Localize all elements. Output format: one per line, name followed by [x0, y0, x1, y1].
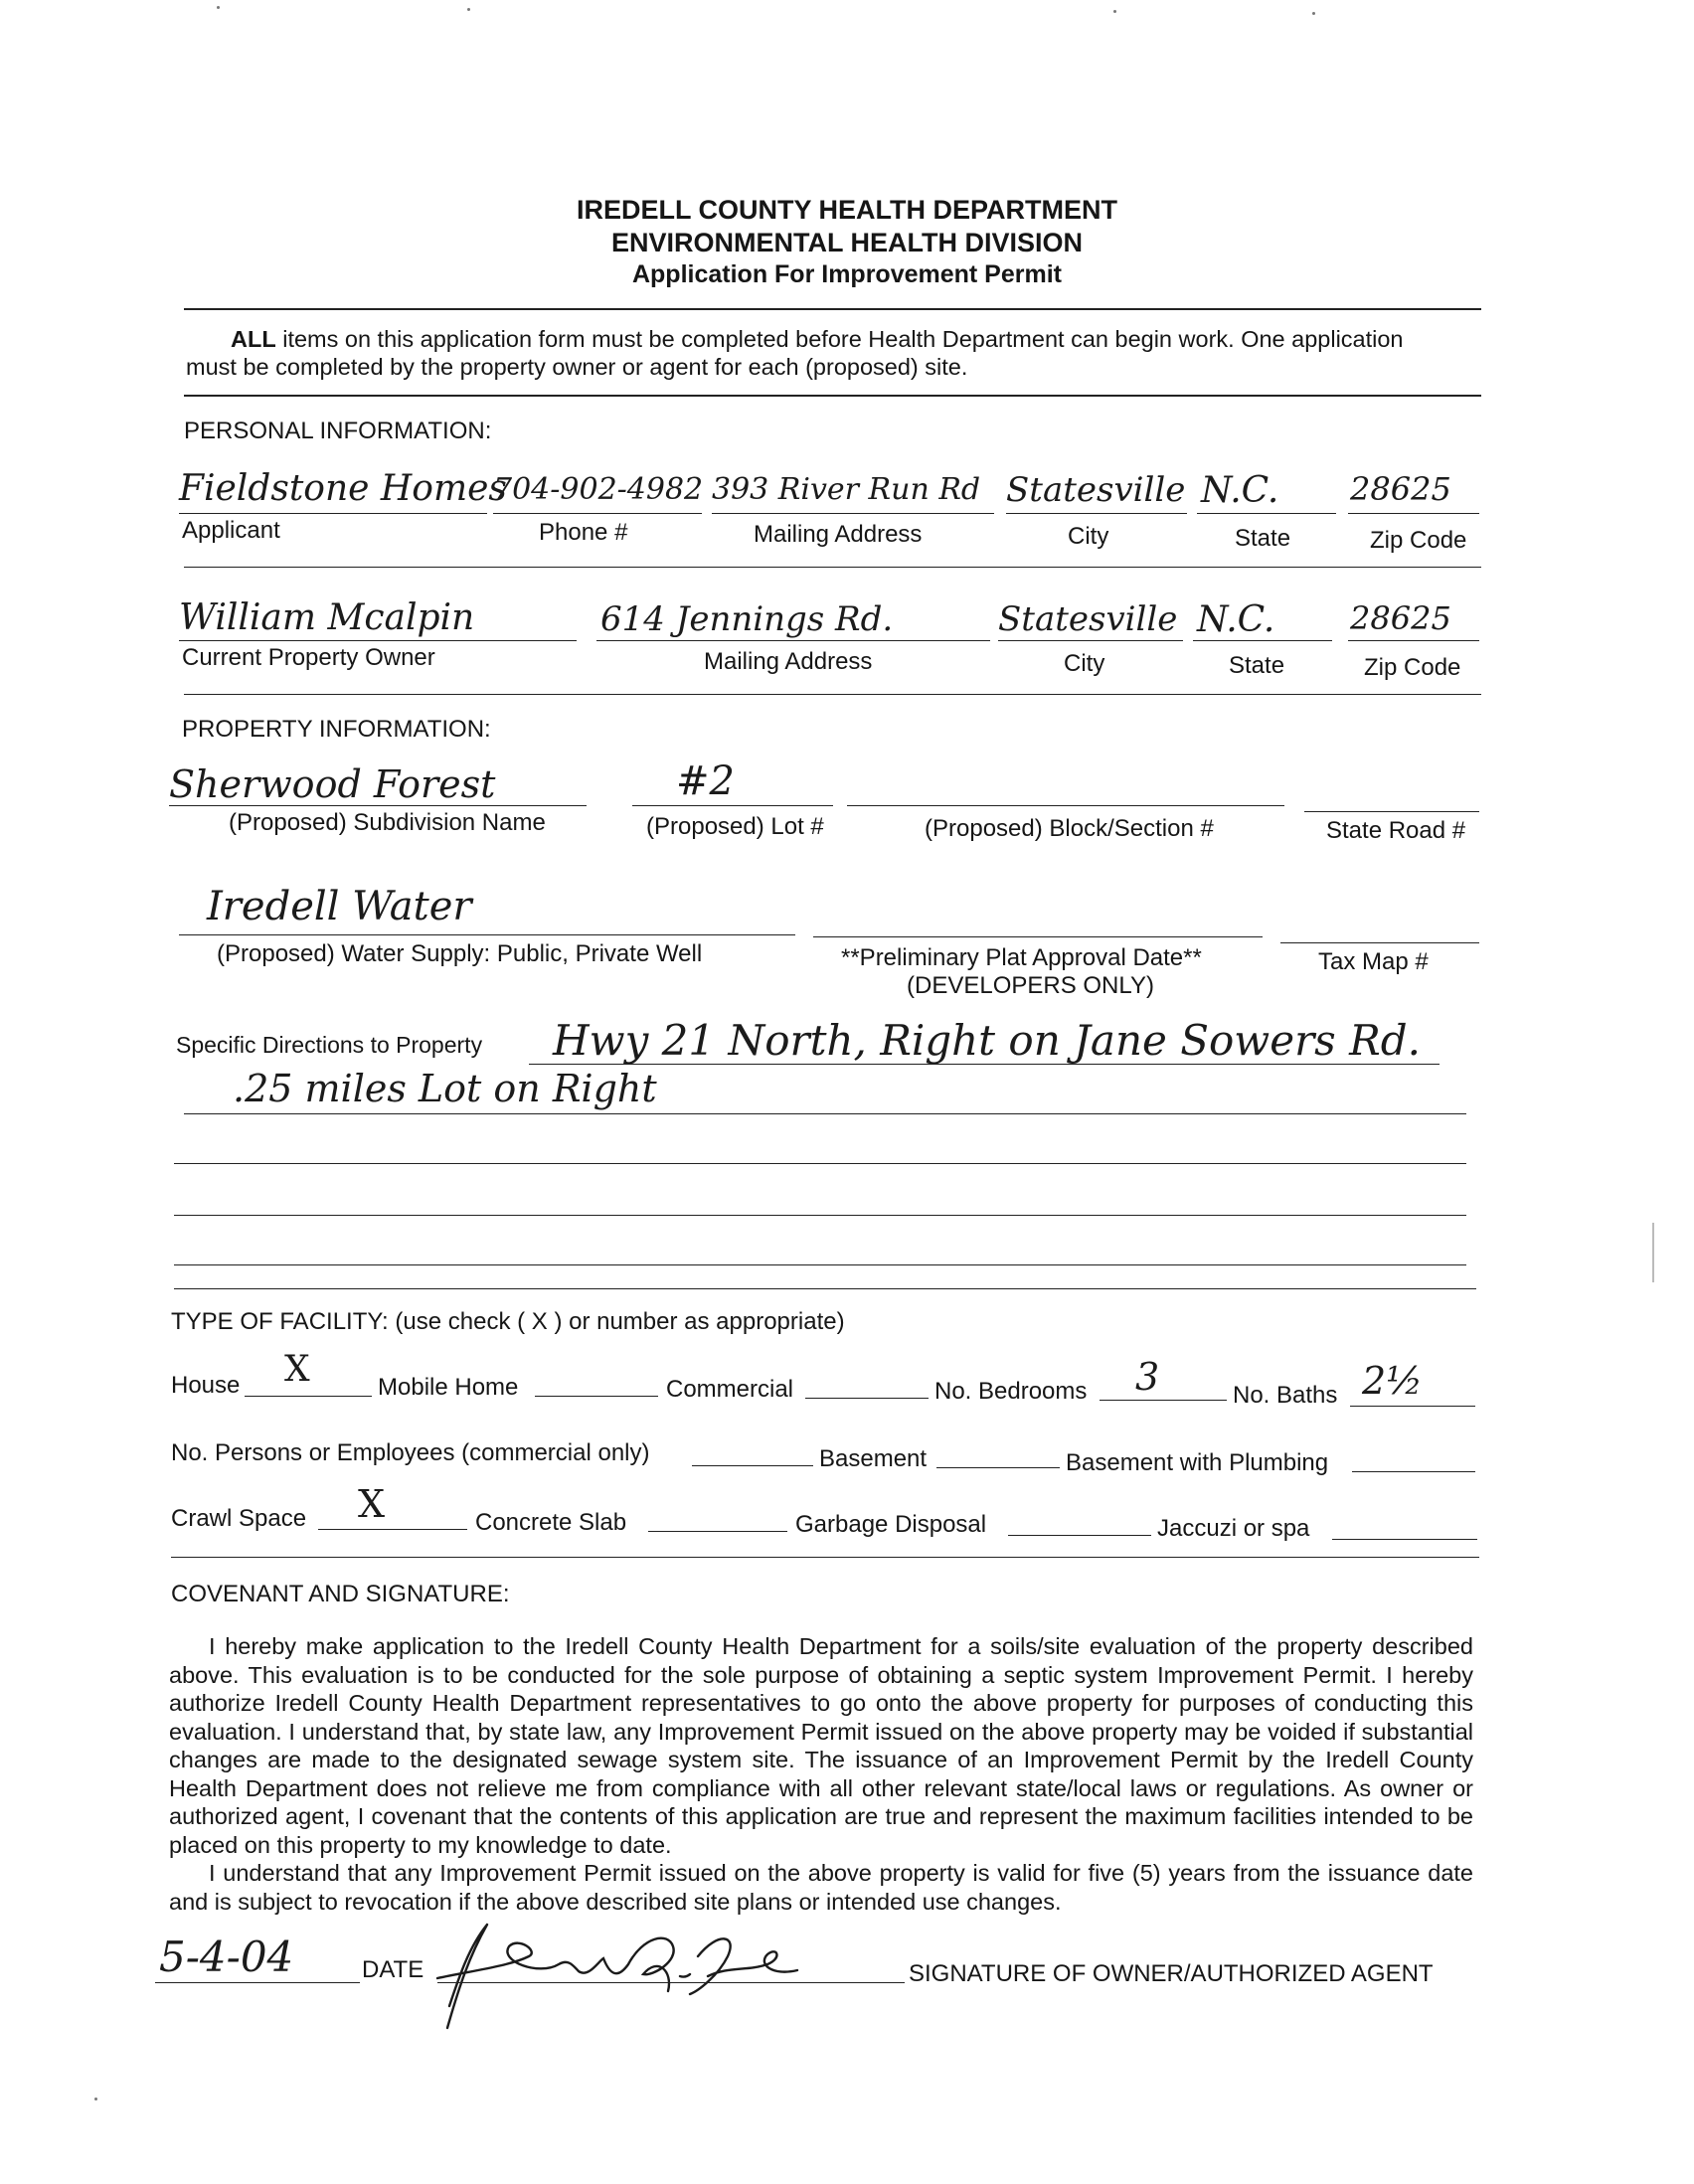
bedrooms-label: No. Bedrooms	[934, 1378, 1088, 1405]
water-line	[179, 934, 795, 935]
owner-label: Current Property Owner	[182, 644, 435, 671]
date-line	[155, 1982, 360, 1983]
phone-label: Phone #	[539, 519, 628, 546]
road-line	[1304, 811, 1479, 812]
mobile-line	[535, 1396, 658, 1397]
block-label: (Proposed) Block/Section #	[925, 815, 1214, 842]
signature-label: SIGNATURE OF OWNER/AUTHORIZED AGENT	[909, 1960, 1434, 1987]
commercial-label: Commercial	[666, 1376, 794, 1403]
basement-plumbing-label: Basement with Plumbing	[1066, 1449, 1329, 1476]
signature-graphic	[429, 1917, 807, 2036]
personal-divider	[184, 567, 1481, 568]
basement-label: Basement	[819, 1445, 928, 1472]
applicant-line	[179, 513, 487, 514]
persons-label: No. Persons or Employees (commercial only)	[171, 1439, 650, 1466]
plat-line	[813, 936, 1263, 937]
house-line	[245, 1396, 372, 1397]
facility-heading: TYPE OF FACILITY: (use check ( X ) or number as appropriate)	[171, 1308, 845, 1335]
block-line	[847, 805, 1284, 806]
owner-zip-value: 28625	[1350, 599, 1451, 637]
intro-bottom-rule	[184, 395, 1481, 397]
personal-heading: PERSONAL INFORMATION:	[184, 418, 492, 444]
city-line	[1006, 513, 1187, 514]
intro-line-2: must be completed by the property owner or agent for each (proposed) site.	[186, 354, 968, 380]
property-heading: PROPERTY INFORMATION:	[182, 716, 491, 743]
lot-value: #2	[676, 758, 735, 804]
zip-label: Zip Code	[1370, 527, 1467, 554]
intro-line-1	[231, 326, 1404, 353]
directions-line-2	[184, 1113, 1466, 1114]
house-value: X	[284, 1349, 310, 1390]
city-label: City	[1068, 523, 1109, 550]
bedrooms-line	[1100, 1400, 1227, 1401]
directions-label: Specific Directions to Property	[176, 1032, 483, 1058]
header-line-1: IREDELL COUNTY HEALTH DEPARTMENT	[576, 195, 1117, 225]
intro-top-rule	[184, 308, 1481, 310]
house-label: House	[171, 1372, 241, 1399]
basement-line	[936, 1467, 1060, 1468]
intro-rest-1: items on this application form must be completed before Health Department can begin work. One application	[275, 326, 1404, 352]
directions-value-1: Hwy 21 North, Right on Jane Sowers Rd.	[553, 1016, 1421, 1065]
applicant-zip-value: 28625	[1350, 470, 1451, 508]
applicant-name-value: Fieldstone Homes	[179, 468, 507, 509]
date-value: 5-4-04	[159, 1932, 294, 1981]
subdivision-label: (Proposed) Subdivision Name	[229, 809, 546, 836]
owner-address-value: 614 Jennings Rd.	[600, 599, 894, 639]
developers-label: (DEVELOPERS ONLY)	[907, 972, 1154, 999]
mailing-label: Mailing Address	[754, 521, 923, 548]
owner-mailing-label: Mailing Address	[704, 648, 873, 675]
header-line-2: ENVIRONMENTAL HEALTH DIVISION	[610, 228, 1084, 257]
scan-speck	[467, 8, 470, 11]
crawl-line	[318, 1529, 467, 1530]
directions-line-3	[174, 1163, 1466, 1164]
owner-line	[179, 640, 577, 641]
commercial-line	[805, 1398, 929, 1399]
mailing-line	[712, 513, 994, 514]
baths-label: No. Baths	[1233, 1382, 1338, 1409]
owner-zip-label: Zip Code	[1364, 654, 1461, 681]
directions-line-5	[174, 1264, 1466, 1265]
signature-line	[437, 1982, 905, 1983]
intro-bold: ALL	[231, 326, 276, 352]
owner-state-label: State	[1229, 652, 1285, 679]
phone-line	[493, 513, 702, 514]
scan-speck	[94, 2098, 97, 2100]
taxmap-label: Tax Map #	[1318, 948, 1429, 975]
plat-label: **Preliminary Plat Approval Date**	[841, 944, 1202, 971]
jacuzzi-line	[1332, 1539, 1477, 1540]
scan-speck	[1113, 10, 1116, 13]
zip-line	[1348, 513, 1479, 514]
bedrooms-value: 3	[1135, 1355, 1160, 1399]
owner-divider	[184, 694, 1481, 695]
garbage-line	[1008, 1535, 1151, 1536]
directions-line-6	[174, 1288, 1476, 1289]
slab-label: Concrete Slab	[475, 1509, 627, 1536]
lot-line	[632, 805, 833, 806]
applicant-state-value: N.C.	[1201, 470, 1279, 511]
water-label: (Proposed) Water Supply: Public, Private Well	[217, 940, 703, 967]
crawl-label: Crawl Space	[171, 1505, 307, 1532]
applicant-city-value: Statesville	[1006, 470, 1186, 510]
covenant-paragraph-1: I hereby make application to the Iredell County Health Department for a soils/site evaluation of the property described above. This evaluation is to be conducted for the sole purpose of obtaining a septic system Improvement Permit. I hereby authorize Iredell County Health Department representatives to go onto the above property for purposes of conducting this evaluation. I understand that, by state law, any Improvement Permit issued on the above property may be voided if substantial changes are made to the designated sewage system site. The issuance of an Improvement Permit by the Iredell County Health Department does not relieve me from compliance with all other relevant state/local laws or regulations. As owner or authorized agent, I covenant that the contents of this application are true and represent the maximum facilities intended to be placed on this property to my knowledge to date.	[169, 1633, 1473, 1858]
applicant-address-value: 393 River Run Rd	[712, 472, 981, 507]
baths-line	[1350, 1406, 1475, 1407]
state-label: State	[1235, 525, 1291, 552]
subdivision-line	[169, 805, 587, 806]
directions-value-2: .25 miles Lot on Right	[233, 1067, 657, 1110]
subdivision-value: Sherwood Forest	[169, 762, 496, 806]
covenant-heading: COVENANT AND SIGNATURE:	[171, 1581, 510, 1607]
persons-line	[692, 1465, 813, 1466]
road-label: State Road #	[1326, 817, 1466, 844]
scan-speck	[1312, 12, 1315, 15]
owner-zip-line	[1348, 640, 1479, 641]
baths-value: 2½	[1362, 1359, 1424, 1403]
owner-mailing-line	[596, 640, 990, 641]
directions-line-4	[174, 1215, 1466, 1216]
covenant-text	[169, 1632, 1473, 1916]
water-value: Iredell Water	[207, 884, 472, 929]
date-label: DATE	[362, 1956, 424, 1983]
state-line	[1197, 513, 1336, 514]
owner-city-line	[998, 640, 1183, 641]
directions-line-1	[529, 1064, 1440, 1065]
facility-divider	[171, 1557, 1479, 1558]
owner-state-line	[1193, 640, 1332, 641]
applicant-phone-value: 704-902-4982	[493, 472, 704, 507]
slab-line	[648, 1531, 787, 1532]
owner-city-label: City	[1064, 650, 1105, 677]
crawl-value: X	[358, 1482, 386, 1526]
jacuzzi-label: Jaccuzi or spa	[1157, 1515, 1310, 1542]
covenant-paragraph-2: I understand that any Improvement Permit issued on the above property is valid for five (5) years from the issuance date and is subject to revocation if the above described site plans or intended use changes.	[169, 1860, 1473, 1915]
mobile-label: Mobile Home	[378, 1374, 519, 1401]
taxmap-line	[1280, 942, 1479, 943]
owner-city-value: Statesville	[998, 599, 1178, 639]
header-line-3: Application For Improvement Permit	[631, 260, 1062, 288]
applicant-label: Applicant	[182, 517, 280, 544]
basement-plumbing-line	[1352, 1471, 1475, 1472]
scan-speck	[1652, 1223, 1654, 1282]
owner-state-value: N.C.	[1197, 599, 1275, 640]
lot-label: (Proposed) Lot #	[646, 813, 824, 840]
garbage-label: Garbage Disposal	[795, 1511, 987, 1538]
scan-speck	[217, 6, 220, 9]
owner-name-value: William Mcalpin	[179, 597, 475, 638]
